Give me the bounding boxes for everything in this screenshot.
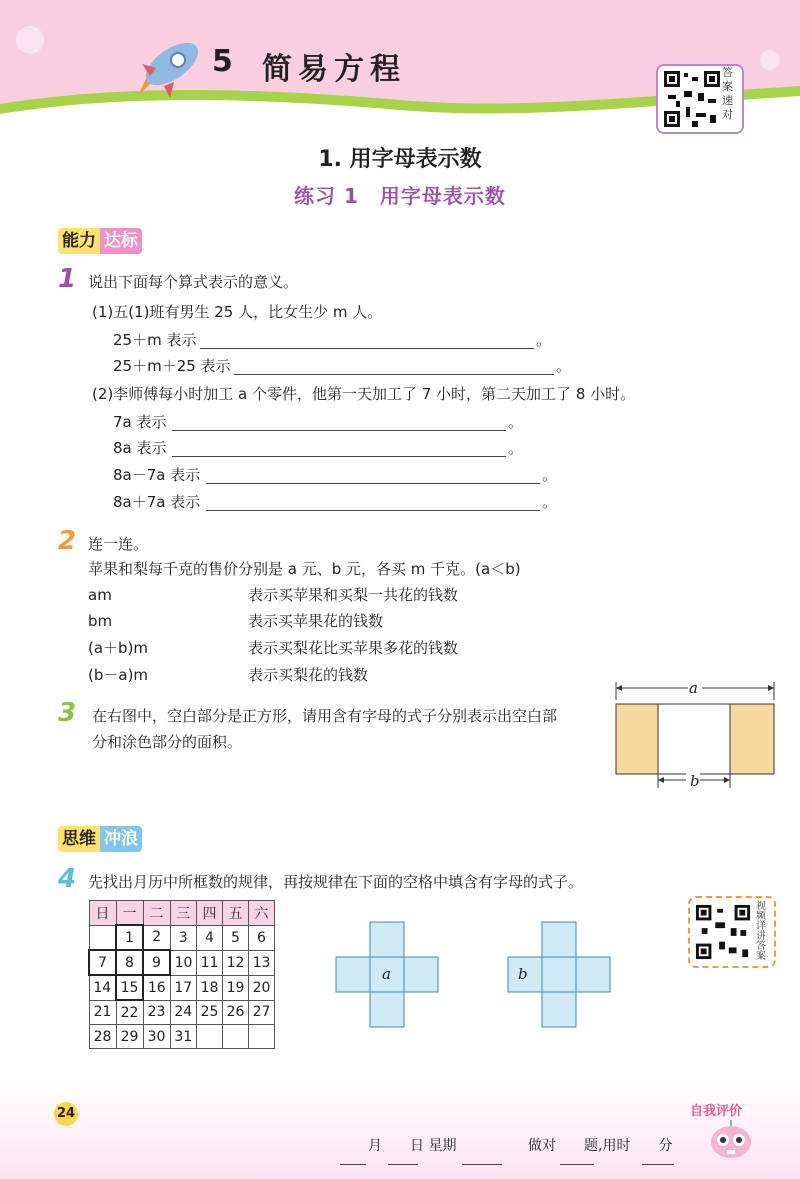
chapter-title: 简易方程	[262, 52, 406, 87]
calendar-cell: 12	[223, 950, 249, 975]
q2-left-item[interactable]: bm	[88, 612, 113, 630]
calendar-cell: 27	[249, 1000, 275, 1025]
q1-item	[113, 356, 231, 376]
calendar-row	[89, 975, 275, 1000]
calendar-header-row	[89, 901, 275, 926]
cross-left-label: b	[518, 965, 528, 983]
section-title: 1. 用字母表示数	[318, 147, 482, 172]
self-eval-label: 自我评价	[690, 1104, 743, 1119]
q2-right-item[interactable]: 表示买梨花的钱数	[248, 666, 369, 684]
calendar-cell: 7	[89, 950, 116, 975]
q3-line1: 在右图中，空白部分是正方形，请用含有字母的式子分别表示出空白部	[92, 707, 558, 725]
calendar-cell: 25	[197, 1000, 223, 1025]
calendar-row	[89, 1025, 275, 1049]
score-fill-line: 做对 题,用时 分	[528, 1138, 673, 1154]
q1-item-label: 8a 表示	[113, 439, 167, 457]
answer-blank[interactable]	[172, 442, 506, 457]
q2-right-item[interactable]: 表示买苹果花的钱数	[248, 612, 384, 630]
period: 。	[542, 466, 558, 484]
calendar-cell: 5	[223, 925, 249, 950]
robot-mascot-icon[interactable]	[706, 1118, 756, 1164]
date-fill-line: 月 日 星期	[368, 1138, 457, 1154]
q1-item	[113, 330, 196, 350]
calendar-cell: 24	[170, 1000, 197, 1025]
calendar-header-cell: 六	[249, 901, 275, 926]
q4-prompt: 先找出月历中所框数的规律，再按规律在下面的空格中填含有字母的式子。	[88, 873, 584, 891]
qr-code-icon	[662, 69, 722, 129]
calendar-cell: 21	[89, 1000, 116, 1025]
calendar-cell: 30	[143, 1025, 170, 1049]
answer-blank[interactable]	[206, 469, 540, 484]
calendar-cell: 6	[249, 925, 275, 950]
calendar-row	[89, 925, 275, 950]
tag-part-1: 思维	[58, 826, 100, 852]
answer-blank[interactable]	[234, 360, 554, 375]
rocket-icon	[130, 34, 210, 104]
q1-item	[113, 438, 167, 458]
calendar-cell: 26	[223, 1000, 249, 1025]
calendar-row	[89, 1000, 275, 1025]
calendar-cell: 23	[143, 1000, 170, 1025]
calendar-cell	[249, 1025, 275, 1049]
calendar-row	[89, 950, 275, 975]
calendar-cell: 4	[197, 925, 223, 950]
q2-left-item[interactable]: (a＋b)m	[88, 639, 149, 657]
calendar-cell: 29	[116, 1025, 143, 1049]
period: 。	[508, 439, 524, 457]
calendar-cell: 20	[249, 975, 275, 1000]
period: 。	[536, 331, 552, 349]
question-number: 4	[58, 864, 77, 894]
calendar-cell: 8	[116, 950, 143, 975]
chapter-number: 5	[212, 44, 233, 79]
q2-left-item[interactable]: (b－a)m	[88, 666, 149, 684]
cross-center-label: a	[382, 965, 391, 983]
weekday-blank[interactable]	[462, 1150, 502, 1165]
correct-count-blank[interactable]	[560, 1150, 594, 1165]
tag-part-1: 能力	[58, 228, 100, 254]
period: 。	[508, 413, 524, 431]
q1-prompt: 说出下面每个算式表示的意义。	[88, 273, 299, 291]
calendar-table	[88, 900, 275, 1049]
video-qr-label: 视频详讲答案	[756, 901, 766, 962]
section-tag-thinking	[58, 826, 142, 852]
calendar-cell: 10	[170, 950, 197, 975]
calendar-header-cell: 五	[223, 901, 249, 926]
calendar-cell: 11	[197, 950, 223, 975]
q1-item	[113, 492, 200, 512]
calendar-cell	[89, 925, 116, 950]
tag-part-2: 达标	[100, 228, 142, 254]
calendar-cell: 22	[116, 1000, 143, 1025]
calendar-header-cell: 日	[89, 901, 116, 926]
q1-sub1: (1)五(1)班有男生 25 人，比女生少 m 人。	[92, 303, 383, 321]
question-number: 1	[58, 264, 77, 294]
time-used-blank[interactable]	[642, 1150, 674, 1165]
calendar-cell: 18	[197, 975, 223, 1000]
q1-sub2: (2)李师傅每小时加工 a 个零件，他第一天加工了 7 小时，第二天加工了 8 小时。	[92, 385, 636, 403]
q1-item-label: 8a＋7a 表示	[113, 493, 201, 511]
page-number: 24	[54, 1102, 78, 1126]
calendar-cell: 17	[170, 975, 197, 1000]
calendar-cell: 19	[223, 975, 249, 1000]
calendar-cell	[223, 1025, 249, 1049]
period: 。	[556, 357, 572, 375]
day-blank[interactable]	[388, 1150, 418, 1165]
practice-title: 练习 1 用字母表示数	[294, 184, 506, 208]
q1-item-label: 8a－7a 表示	[113, 466, 201, 484]
q2-left-item[interactable]: am	[88, 586, 112, 604]
section-tag-ability	[58, 228, 142, 254]
q2-prompt: 连一连。	[88, 535, 149, 553]
question-number: 2	[58, 526, 77, 556]
label-a: a	[689, 679, 698, 697]
period: 。	[542, 493, 558, 511]
calendar-cell: 31	[170, 1025, 197, 1049]
calendar-cell: 14	[89, 975, 116, 1000]
q1-item	[113, 465, 200, 485]
calendar-cell: 13	[249, 950, 275, 975]
q1-item-label: 7a 表示	[113, 413, 167, 431]
calendar-header-cell: 二	[143, 901, 170, 926]
answer-qr-label: 答案速对	[722, 66, 733, 121]
calendar-cell	[197, 1025, 223, 1049]
label-b: b	[690, 772, 700, 790]
calendar-cell: 2	[143, 925, 170, 950]
calendar-cell: 9	[143, 950, 170, 975]
q1-item-label: 25＋m 表示	[113, 331, 197, 349]
answer-blank[interactable]	[172, 416, 506, 431]
q3-line2: 分和涂色部分的面积。	[92, 733, 243, 751]
calendar-header-cell: 一	[116, 901, 143, 926]
q1-item	[113, 412, 167, 432]
calendar-cell: 16	[143, 975, 170, 1000]
question-number: 3	[58, 698, 77, 728]
q2-right-item[interactable]: 表示买梨花比买苹果多花的钱数	[248, 639, 459, 657]
calendar-cell: 28	[89, 1025, 116, 1049]
answer-blank[interactable]	[206, 496, 540, 511]
calendar-cell: 15	[116, 975, 143, 1000]
calendar-cell: 1	[116, 925, 143, 950]
q2-right-item[interactable]: 表示买苹果和买梨一共花的钱数	[248, 586, 459, 604]
q2-stem: 苹果和梨每千克的售价分别是 a 元、b 元，各买 m 千克。(a＜b)	[88, 560, 521, 578]
calendar-cell: 3	[170, 925, 197, 950]
video-qr-code[interactable]	[688, 896, 776, 968]
qr-code-icon	[694, 903, 752, 961]
answer-blank[interactable]	[200, 334, 534, 349]
calendar-header-cell: 三	[170, 901, 197, 926]
month-blank[interactable]	[340, 1150, 366, 1165]
tag-part-2: 冲浪	[100, 826, 142, 852]
q1-item-label: 25＋m＋25 表示	[113, 357, 231, 375]
calendar-header-cell: 四	[197, 901, 223, 926]
